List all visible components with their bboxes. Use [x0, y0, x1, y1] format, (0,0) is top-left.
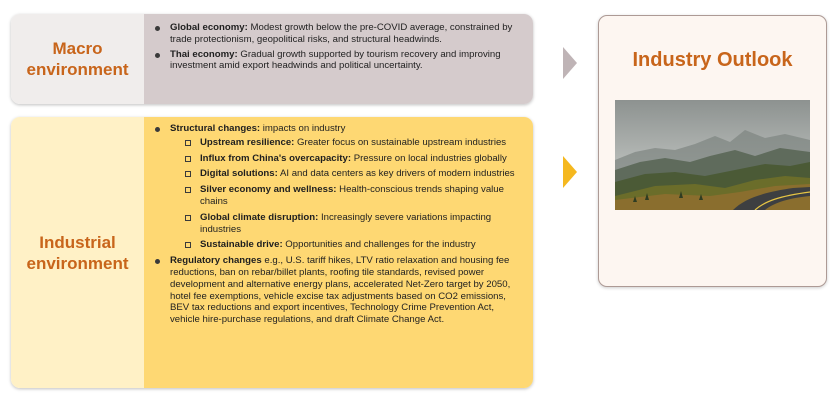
square-bullet-icon — [185, 140, 191, 146]
industry-outlook-card — [598, 15, 827, 287]
industry-outlook-title: Industry Outlook — [632, 49, 793, 71]
square-bullet-icon — [185, 242, 191, 248]
sub-item-text: Greater focus on sustainable upstream industries — [294, 136, 507, 148]
sub-item-title: Influx from China's overcapacity: — [200, 152, 352, 164]
macro-bullet-global-economy — [154, 22, 523, 46]
bullet-dot-icon — [155, 259, 160, 264]
sub-item-text: Opportunities and challenges for the industry — [282, 239, 476, 251]
bullet-dot-icon — [155, 127, 160, 132]
mountain-road-image — [615, 100, 810, 210]
sub-item-text: Pressure on local industries globally — [351, 152, 507, 164]
macro-environment-body — [144, 14, 533, 104]
sub-item-silver-economy — [170, 184, 523, 208]
sub-item-sustainable-drive — [170, 239, 523, 251]
sub-item-title: Silver economy and wellness: — [200, 184, 337, 196]
structural-changes-bullet — [154, 123, 523, 251]
industrial-environment-panel — [11, 117, 533, 388]
sub-item-title: Global climate disruption: — [200, 211, 319, 223]
macro-bullet-thai-economy — [154, 49, 523, 73]
bullet-dot-icon — [155, 53, 160, 58]
macro-environment-panel — [11, 14, 533, 104]
sub-item-text: AI and data centers as key drivers of modern industries — [277, 168, 515, 180]
macro-environment-label: Macro environment — [11, 14, 144, 104]
sub-item-china-overcapacity — [170, 153, 523, 165]
right-arrow-icon — [563, 47, 577, 79]
bullet-title: Regulatory changes — [170, 255, 262, 267]
bullet-text: Gradual growth supported by tourism recovery and improving investment amid export headwinds and political uncertainty. — [170, 48, 501, 72]
sub-item-text: Health-conscious trends shaping value chains — [200, 184, 504, 207]
industrial-bullet-list — [154, 123, 523, 326]
bullet-text: Modest growth below the pre-COVID average, constrained by trade protectionism, geopolitical risks, and structural headwinds. — [170, 22, 513, 45]
square-bullet-icon — [185, 187, 191, 193]
macro-bullet-list — [154, 22, 523, 72]
bullet-title: Global economy: — [170, 22, 248, 33]
square-bullet-icon — [185, 215, 191, 221]
sub-item-title: Sustainable drive: — [200, 239, 283, 251]
sub-item-title: Upstream resilience: — [200, 136, 295, 148]
bullet-title: Structural changes: — [170, 123, 261, 134]
sub-item-climate-disruption — [170, 212, 523, 236]
industrial-environment-body — [144, 117, 533, 388]
industrial-environment-label: Industrial environment — [11, 117, 144, 388]
bullet-title: Thai economy: — [170, 48, 238, 60]
sub-item-upstream-resilience — [170, 137, 523, 149]
square-bullet-icon — [185, 171, 191, 177]
right-arrow-icon — [563, 156, 577, 188]
bullet-dot-icon — [155, 26, 160, 31]
square-bullet-icon — [185, 156, 191, 162]
mountain-road-photo-icon — [615, 100, 810, 210]
sub-item-digital-solutions — [170, 168, 523, 180]
bullet-text: e.g., U.S. tariff hikes, LTV ratio relaxation and housing fee reductions, ban on rebar/billet plants, roofing tile standards, revised power development and alternative energy plans, accelerated Net-Zero target by 2050, hotel fee exemptions, vehicle excise tax adjustments based on CO2 emissions, BEV tax reductions and export incentives, Technology Crime Prevention Act, vehicle hire-purchase regulations, and draft Climate Change Act. — [170, 255, 511, 326]
structural-sub-list — [170, 137, 523, 251]
sub-item-text: Increasingly severe variations impacting industries — [200, 211, 492, 235]
bullet-text: impacts on industry — [260, 123, 346, 134]
sub-item-title: Digital solutions: — [200, 168, 278, 180]
regulatory-changes-bullet — [154, 255, 523, 326]
